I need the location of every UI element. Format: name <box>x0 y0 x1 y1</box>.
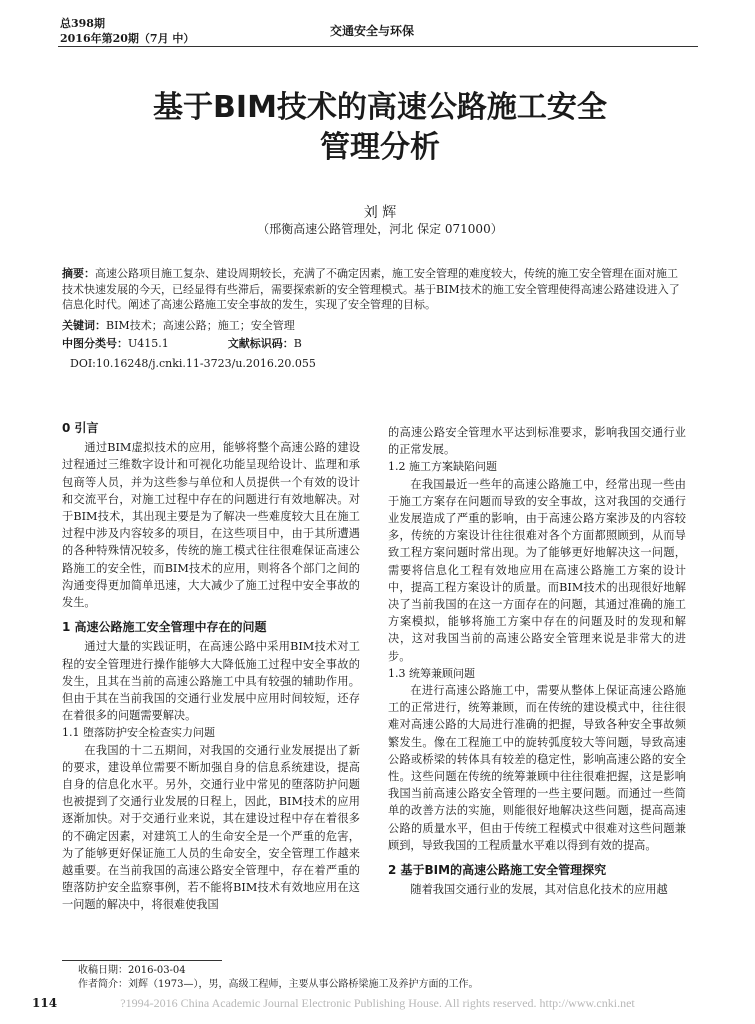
issue-info <box>60 16 194 46</box>
section-1-1-paragraph: 在我国的十二五期间，对我国的交通行业发展提出了新的要求，建设单位需要不断加强自身的信息系统建设，提高自身的信息化水平。另外，交通行业中常见的堕落防护问题也被提到了交通行业发展的日程上，因此，BIM技术的应用逐渐加快。对于交通行业来说，其在建设过程中存在着很多的不确定因素，对建筑工人的生命安全是一个严重的危害，为了能够更好保证施工人员的生命安全，安全管理工作越来越重要。在当前我国的高速公路安全管理中，存在着严重的堕落防护安全监察事例，若不能将BIM技术有效地应用在这一问题的解决中，将很难使我国 <box>62 743 360 912</box>
section-1-1-heading: 1.1 堕落防护安全检查实力问题 <box>62 726 215 740</box>
classification <box>62 336 688 352</box>
issue-number: 2016年第20期（7月 中） <box>60 32 195 45</box>
abstract-text: 高速公路项目施工复杂、建设周期较长，充满了不确定因素，施工安全管理的难度较大，传统的施工安全管理在面对施工技术快速发展的今天，已经显得有些滞后，需要探索新的安全管理模式。基于BIM技术的施工安全管理使得高速公路建设进入了信息化时代。阐述了高速公路施工安全事故的发生，实现了安全管理的目标。 <box>62 267 680 311</box>
received-date: 收稿日期：2016-03-04 <box>78 965 186 976</box>
section-2-paragraph: 随着我国交通行业的发展，其对信息化技术的应用越 <box>410 883 668 897</box>
clc-label: 中图分类号： <box>62 337 128 350</box>
abstract <box>62 266 688 313</box>
keywords <box>62 318 688 334</box>
doccode-label: 文献标识码： <box>227 337 294 350</box>
page-number: 114 <box>32 996 58 1010</box>
left-column <box>62 420 360 914</box>
section-0-heading: 0 引言 <box>62 421 99 435</box>
doi: DOI:10.16248/j.cnki.11-3723/u.2016.20.055 <box>70 357 316 370</box>
author-affiliation: （邢衡高速公路管理处，河北 保定 071000） <box>257 222 503 236</box>
author-name: 刘 辉 <box>363 205 397 221</box>
issue-total: 总398期 <box>60 17 105 30</box>
journal-name: 交通安全与环保 <box>330 24 415 38</box>
section-1-heading: 1 高速公路施工安全管理中存在的问题 <box>62 620 267 635</box>
section-1-paragraph: 通过大量的实践证明，在高速公路中采用BIM技术对工程的安全管理进行操作能够大大降低施工过程中安全事故的发生，且其在当前的高速公路施工中具有较强的辅助作用。但由于其在当前我国的交通行业发展中应用时间较短，还存在着很多的问题需要解决。 <box>62 640 360 723</box>
section-1-2-paragraph: 在我国最近一些年的高速公路施工中，经常出现一些由于施工方案存在问题而导致的安全事故，这对我国的交通行业发展造成了严重的影响，由于高速公路方案涉及的内容较多，传统的方案设计往往很难对各个方面都照顾到，从而导致工程方案问题时常出现。为了能够更好地解决这一问题，需要将信息化工程有效地应用在高速公路施工方案的设计中，提高工程方案设计的质量。而BIM技术的出现很好地解决了当前我国的在这一方面存在的问题，其通过准确的施工方案模拟，能够将施工方案中存在的问题及时的发现和解决，这对我国当前的高速公路安全管理来说是非常大的进步。 <box>388 477 686 663</box>
clc-value: U415.1 <box>128 337 169 350</box>
footnote-divider <box>62 960 222 961</box>
right-column <box>388 424 686 898</box>
abstract-label: 摘要： <box>62 267 95 280</box>
section-1-3-paragraph: 在进行高速公路施工中，需要从整体上保证高速公路施工的正常进行，统筹兼顾，而在传统的建设模式中，往往很难对高速公路的大局进行准确的把握，导致各种安全事故频繁发生。像在工程施工中的旋转弧度较大等问题，导致高速公路或桥梁的转体具有较差的稳定性，影响高速公路的安全性。这些问题在传统的统筹兼顾中往往很难把握，这是影响我国当前高速公路安全管理的一些主要问题。而通过一些简单的改善方法的实施，则能很好地解决这些问题，提高高速公路的质量水平，但由于传统工程模式中很难对这些问题兼顾到，导致我国的工程质量水平难以得到有效的提高。 <box>388 684 686 852</box>
section-1-1-paragraph-cont: 的高速公路安全管理水平达到标准要求，影响我国交通行业的正常发展。 <box>388 426 686 457</box>
header-divider <box>58 46 698 47</box>
keywords-label: 关键词： <box>62 319 106 332</box>
section-0-paragraph: 通过BIM虚拟技术的应用，能够将整个高速公路的建设过程通过三维数字设计和可视化功能呈现给设计、监理和承包商等人员，并为这些参与单位和人员提供一个有效的设计和交流平台，对施工过程中存在的问题进行有效地解决。对于BIM技术，其出现主要是为了解决一些难度较大且在施工过程中涉及内容较多的项目，在这些项目中，由于其所遭遇的各种特殊情况较多，传统的施工模式往往很难保证高速公路施工的安全性，而BIM技术的应用，则将各个部门之间的沟通变得更加简单迅速，大大减少了施工过程中安全事故的发生。 <box>62 441 360 610</box>
author-bio: 作者简介：刘辉（1973—），男，高级工程师，主要从事公路桥梁施工及养护方面的工作。 <box>78 979 479 990</box>
keywords-text: BIM技术；高速公路；施工；安全管理 <box>106 319 295 332</box>
section-1-2-heading: 1.2 施工方案缺陷问题 <box>388 460 497 474</box>
copyright-watermark: ?1994-2016 China Academic Journal Electronic Publishing House. All rights reserved. http://www.cnki.net <box>120 996 635 1010</box>
section-2-heading: 2 基于BIM的高速公路施工安全管理探究 <box>388 863 607 878</box>
article-title-line-1: 基于BIM技术的高速公路施工安全 <box>153 90 607 125</box>
article-title-line-2: 管理分析 <box>320 130 440 165</box>
doccode-value: B <box>293 337 302 350</box>
section-1-3-heading: 1.3 统筹兼顾问题 <box>388 666 475 680</box>
